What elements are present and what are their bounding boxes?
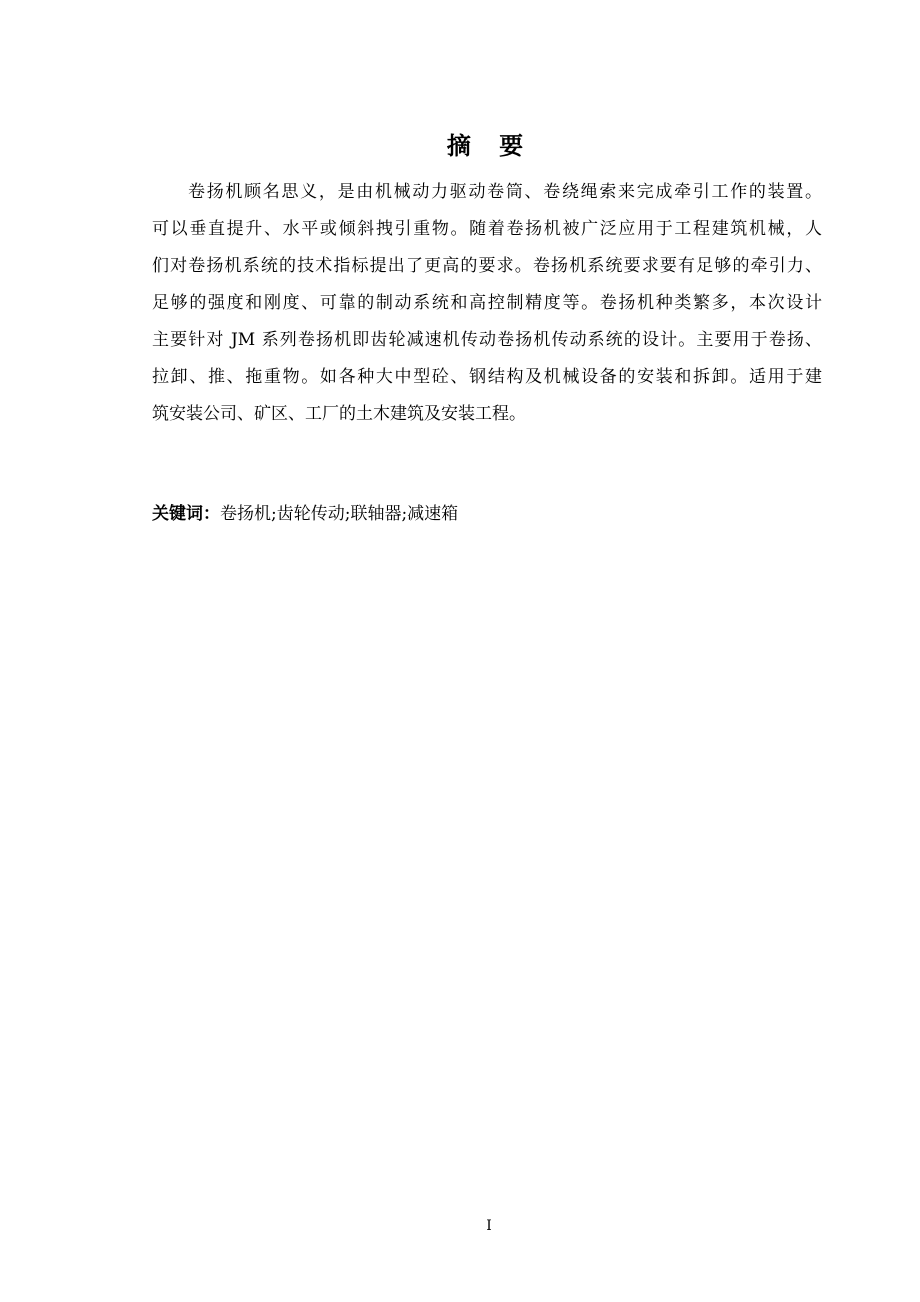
abstract-line: 们对卷扬机系统的技术指标提出了更高的要求。卷扬机系统要求要有足够的牵引力、 xyxy=(152,256,822,276)
abstract-line: 主要针对 JM 系列卷扬机即齿轮减速机传动卷扬机传动系统的设计。主要用于卷扬、 xyxy=(152,330,822,350)
abstract-body xyxy=(152,174,822,433)
abstract-title: 摘 要 xyxy=(446,132,534,160)
keywords-text: 卷扬机;齿轮传动;联轴器;减速箱 xyxy=(220,504,459,524)
abstract-line: 卷扬机顾名思义，是由机械动力驱动卷筒、卷绕绳索来完成牵引工作的装置。 xyxy=(188,182,822,202)
abstract-line: 筑安装公司、矿区、工厂的土木建筑及安装工程。 xyxy=(152,404,526,424)
abstract-line: 可以垂直提升、水平或倾斜拽引重物。随着卷扬机被广泛应用于工程建筑机械，人 xyxy=(152,219,822,239)
keywords-section xyxy=(152,500,458,528)
page-number: I xyxy=(486,1218,492,1234)
abstract-line: 拉卸、推、拖重物。如各种大中型砼、钢结构及机械设备的安装和拆卸。适用于建 xyxy=(152,367,822,387)
keywords-label: 关键词： xyxy=(152,504,220,524)
abstract-line: 足够的强度和刚度、可靠的制动系统和高控制精度等。卷扬机种类繁多，本次设计 xyxy=(152,293,822,313)
